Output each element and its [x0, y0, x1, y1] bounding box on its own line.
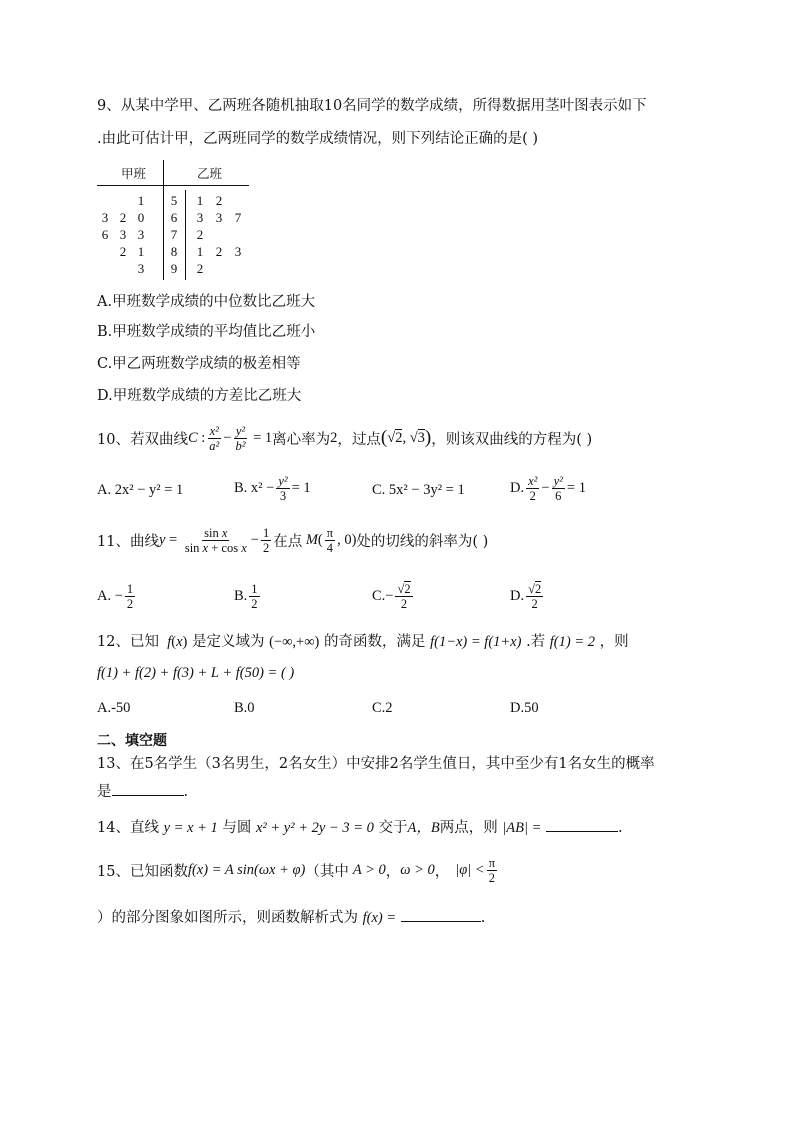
q14-mid2: 交于	[378, 820, 408, 836]
q10-ecc: 2	[330, 429, 338, 446]
stem-leaf-right-leaf: 3	[234, 244, 242, 259]
q10-option-d	[510, 468, 586, 508]
stem-leaf-left-leaf: 0	[137, 210, 145, 225]
q10-option-d-text: D.	[510, 479, 525, 496]
q9-option-b: B.甲班数学成绩的平均值比乙班小	[97, 324, 316, 340]
q12-line1	[97, 630, 629, 651]
q12-prefix: 12、已知	[97, 634, 159, 650]
q11-option-d-text: D.	[510, 587, 525, 604]
stem-leaf-left-leaf: 3	[101, 210, 109, 225]
q9-line2: .由此可估计甲，乙两班同学的数学成绩情况，则下列结论正确的是( )	[97, 131, 539, 147]
q14-suffix: 两点，则	[439, 820, 498, 836]
q12-mid3: .若	[526, 634, 546, 650]
stem-leaf-left-leaf: 3	[137, 261, 145, 276]
q14-ab: |AB| =	[502, 820, 542, 836]
q10-option-b-frac: $\frac{\text{y²}}{3}$	[278, 473, 288, 503]
q11-option-b-text: B.	[234, 587, 248, 604]
stem-leaf-left-leaf: 2	[119, 244, 127, 259]
stem-leaf-stem: 6	[170, 210, 178, 225]
q12-mid2: 的奇函数，满足	[323, 634, 426, 650]
stem-divider-right	[185, 190, 186, 280]
q11-option-b-frac: $\frac{1}{2}$	[251, 581, 258, 611]
left-header: 甲班	[121, 166, 147, 181]
q11-frac-main: $\frac{\text{sin x}}{\text{sin x + cos x}}$	[184, 525, 247, 555]
q12-fx: f	[163, 634, 172, 650]
q15-function: f(x) = A sin(ωx + φ)	[187, 861, 306, 878]
q11-frac-pi4: $\frac{\pi}{4}$	[326, 525, 334, 555]
q12-option-d: D.50	[510, 700, 539, 716]
q11-stem	[97, 522, 488, 558]
q10-option-c: C. 5x² − 3y² = 1	[372, 482, 465, 498]
q14-period: .	[618, 820, 623, 836]
q14-points: A，B	[407, 820, 440, 836]
q12-condition2: f(1) = 2	[549, 634, 596, 650]
q15-cond-open: （其中	[305, 863, 349, 880]
q14-prefix: 14、直线	[97, 820, 159, 836]
q11-y: y	[158, 531, 166, 548]
q10-point: (	[380, 427, 388, 448]
q15-period: .	[480, 910, 486, 926]
q12-mid1: 是定义域为	[191, 634, 265, 650]
stem-leaf-stem: 9	[170, 261, 178, 276]
stem-leaf-right-leaf: 1	[196, 244, 204, 259]
stem-leaf-right-leaf: 3	[215, 210, 223, 225]
q10-option-a: A. 2x² − y² = 1	[97, 482, 184, 498]
q10-eq1: = 1	[249, 429, 273, 446]
q10-colon: :	[197, 429, 206, 446]
q14-circle-eq: x² + y² + 2y − 3 = 0	[255, 820, 374, 836]
right-header: 乙班	[197, 166, 223, 181]
q10-option-b-text: B. x² −	[234, 479, 275, 496]
q11-eq: =	[165, 531, 181, 548]
q10-sqrt-a: √2, √3	[387, 429, 425, 446]
q12-condition: f(1−x) = f(1+x)	[430, 634, 522, 650]
q10-option-b-eq: = 1	[291, 479, 311, 496]
stem-leaf-right-leaf: 2	[196, 261, 204, 276]
q10-curve: C	[187, 429, 198, 446]
stem-leaf-right-leaf: 1	[196, 193, 204, 208]
q12-mid4: ，则	[599, 634, 629, 650]
q10-option-d-frac2: $\frac{\text{y²}}{6}$	[553, 473, 563, 503]
stem-leaf-left-leaf: 1	[137, 244, 145, 259]
q9-option-c: C.甲乙两班数学成绩的极差相等	[97, 356, 301, 372]
q10-option-d-minus: −	[541, 479, 550, 496]
stem-leaf-left-leaf: 3	[119, 227, 127, 242]
stem-leaf-stem: 5	[170, 193, 178, 208]
q11-minus: −	[250, 531, 259, 548]
q11-option-a-text: A.	[97, 587, 112, 604]
q11-option-b	[234, 576, 262, 616]
stem-leaf-left-leaf: 1	[137, 193, 145, 208]
section-heading: 二、填空题	[97, 733, 167, 749]
q10-minus: −	[223, 429, 232, 446]
q11-option-a	[97, 576, 137, 616]
q15-line2-text: ）的部分图象如图所示，则函数解析式为	[97, 910, 358, 926]
q15-prefix: 15、已知函数	[97, 863, 188, 880]
q14-line	[97, 816, 623, 837]
q12-option-b: B.0	[234, 700, 255, 716]
stem-leaf-plot	[97, 160, 249, 280]
q9-option-a: A.甲班数学成绩的中位数比乙班大	[97, 294, 316, 310]
q15-comma1: ，	[385, 863, 401, 880]
stem-leaf-left-leaf: 2	[119, 210, 127, 225]
q13-line2-text: 是	[97, 784, 112, 800]
stem-leaf-left-leaf: 6	[101, 227, 109, 242]
q13-line2	[97, 780, 188, 801]
q10-option-b	[234, 468, 311, 508]
stem-leaf-stem: 8	[170, 244, 178, 259]
q10-point-close: )	[424, 427, 432, 448]
stem-leaf-right-leaf: 3	[196, 210, 204, 225]
stem-leaf-right-leaf: 2	[196, 227, 204, 242]
q13-period: .	[183, 784, 189, 800]
q10-option-d-frac1: $\frac{\text{x²}}{2}$	[528, 473, 538, 503]
q11-prefix: 11、曲线	[97, 533, 159, 550]
stem-divider-left	[163, 160, 164, 280]
q9-line1: 9、从某中学甲、乙两班各随机抽取10名同学的数学成绩，所得数据用茎叶图表示如下	[97, 98, 647, 114]
stem-leaf-right-leaf: 7	[234, 210, 242, 225]
q14-line-eq: y = x + 1	[163, 820, 218, 836]
q12-line2: f(1) + f(2) + f(3) + L + f(50) = ( )	[97, 665, 295, 681]
q10-option-d-eq: = 1	[566, 479, 586, 496]
q10-frac-x: $\frac{\text{x²}}{\text{a²}}$	[209, 423, 220, 453]
q12-fx-arg: (x)	[171, 634, 188, 650]
q12-option-a: A.-50	[97, 700, 131, 716]
q12-domain: (−∞,+∞)	[269, 634, 320, 650]
q11-option-c	[372, 576, 415, 616]
q11-option-d	[510, 576, 545, 616]
q15-answer-blank	[401, 920, 481, 922]
q15-cond-omega: ω > 0	[400, 861, 435, 878]
q13-answer-blank	[112, 794, 184, 796]
q10-prefix: 10、若双曲线	[97, 431, 188, 448]
q15-comma2: ，	[434, 863, 450, 880]
q14-answer-blank	[546, 830, 618, 832]
q11-point-tail: , 0)	[337, 531, 357, 548]
q11-frac-half: $\frac{1}{2}$	[262, 525, 270, 555]
q10-frac-y: $\frac{\text{y²}}{\text{b²}}$	[235, 423, 246, 453]
stem-leaf-stem: 7	[170, 227, 178, 242]
q15-line1	[97, 852, 499, 888]
q15-line2	[97, 906, 485, 927]
q11-option-a-frac: $\frac{1}{2}$	[126, 581, 134, 611]
q15-cond-a: A > 0	[352, 861, 386, 878]
q11-mid: 在点	[273, 533, 303, 550]
q15-frac-pi2: $\frac{\pi}{2}$	[488, 855, 496, 885]
q11-point: M(	[305, 531, 323, 548]
header-rule	[97, 185, 249, 186]
q15-cond-phi: |φ| <	[455, 861, 485, 878]
q11-suffix: 处的切线的斜率为( )	[356, 533, 489, 550]
q9-option-d: D.甲班数学成绩的方差比乙班大	[97, 388, 302, 404]
q11-option-c-frac: $\frac{√2}{2}$	[397, 581, 411, 611]
stem-leaf-right-leaf: 2	[215, 193, 223, 208]
q10-mid2: ，过点	[337, 431, 381, 448]
q14-mid: 与圆	[222, 820, 252, 836]
stem-leaf-left-leaf: 3	[137, 227, 145, 242]
q11-option-c-text: C.	[372, 587, 386, 604]
q10-stem	[97, 420, 592, 456]
q12-option-c: C.2	[372, 700, 393, 716]
stem-leaf-right-leaf: 2	[215, 244, 223, 259]
q15-fx: f(x) =	[362, 910, 397, 926]
q10-suffix: ，则该双曲线的方程为( )	[431, 431, 593, 448]
q11-option-d-frac: $\frac{√2}{2}$	[528, 581, 542, 611]
q10-mid: 离心率为	[272, 431, 331, 448]
q11-option-c-minus: −	[385, 587, 394, 604]
q11-option-a-minus: −	[111, 587, 123, 604]
q13-line1: 13、在5名学生（3名男生，2名女生）中安排2名学生值日，其中至少有1名女生的概率	[97, 756, 655, 772]
